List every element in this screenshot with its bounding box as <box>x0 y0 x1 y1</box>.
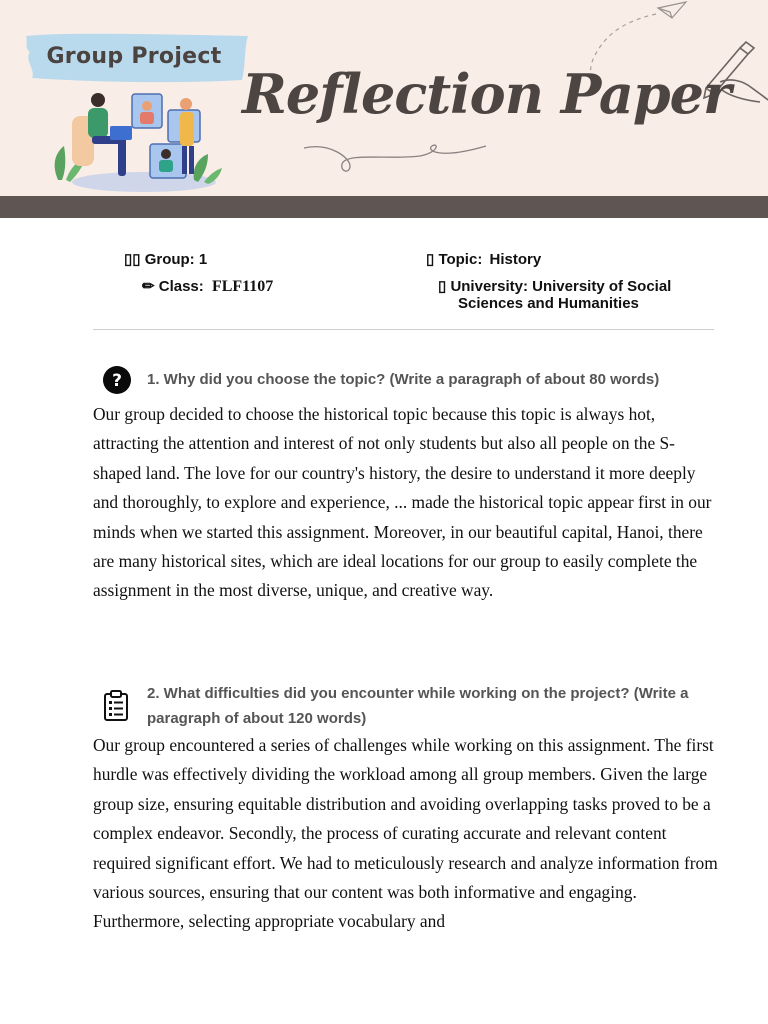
question-1: 1. Why did you choose the topic? (Write a paragraph of about 80 words) <box>147 371 660 388</box>
clipboard-checklist-icon <box>103 690 129 722</box>
group-info: ▯▯ Group: 1 <box>124 251 208 268</box>
pencil-icon: ✏ <box>142 278 155 295</box>
swirl-decoration <box>300 138 490 178</box>
team-illustration <box>44 88 234 194</box>
group-project-badge <box>22 30 250 86</box>
question-mark-icon <box>102 365 132 395</box>
header-divider-bar <box>0 196 768 218</box>
class-value: FLF1107 <box>211 278 274 295</box>
page-title: Reflection Paper <box>242 62 731 126</box>
section-divider <box>93 329 714 330</box>
answer-2: Our group encountered a series of challenges while working on this assignment. The first hurdle was effectively dividing the workload among all group members. Given the large group size, ensuring equitable distribution and avoiding overlapping tasks proved to be a complex endeavor. Secondly, the process of curating accurate and relevant content required significant effort. We had to meticulously research and analyze information from various sources, ensuring that our content was both informative and engaging. Furthermore, selecting appropriate vocabulary and <box>93 735 718 932</box>
badge-label: Group Project <box>46 43 222 69</box>
question-2: 2. What difficulties did you encounter while working on the project? (Write a paragraph of about 120 words) <box>147 685 689 727</box>
svg-text:?: ? <box>112 371 122 391</box>
header-banner <box>0 0 768 196</box>
answer-1: Our group decided to choose the historical topic because this topic is always hot, attracting the attention and interest of not only students but also all people on the S-shaped land. The love for our country's history, the desire to understand it more deeply and thoroughly, to explore and experience, ... made the historical topic appear first in our minds when we started this assignment. Moreover, in our beautiful capital, Hanoi, there are many historical sites, which are ideal locations for our group to easily complete the assignment in the most diverse, unique, and creative way. <box>93 404 712 601</box>
university-info: ▯ University: University of Social Sciences and Humanities <box>438 278 672 312</box>
class-info: ✏ Class: FLF1107 <box>142 278 274 295</box>
people-icon: ▯▯ <box>124 251 141 268</box>
school-icon: ▯ <box>438 278 447 295</box>
book-icon: ▯ <box>426 251 435 268</box>
topic-info: ▯ Topic: History <box>426 251 542 268</box>
